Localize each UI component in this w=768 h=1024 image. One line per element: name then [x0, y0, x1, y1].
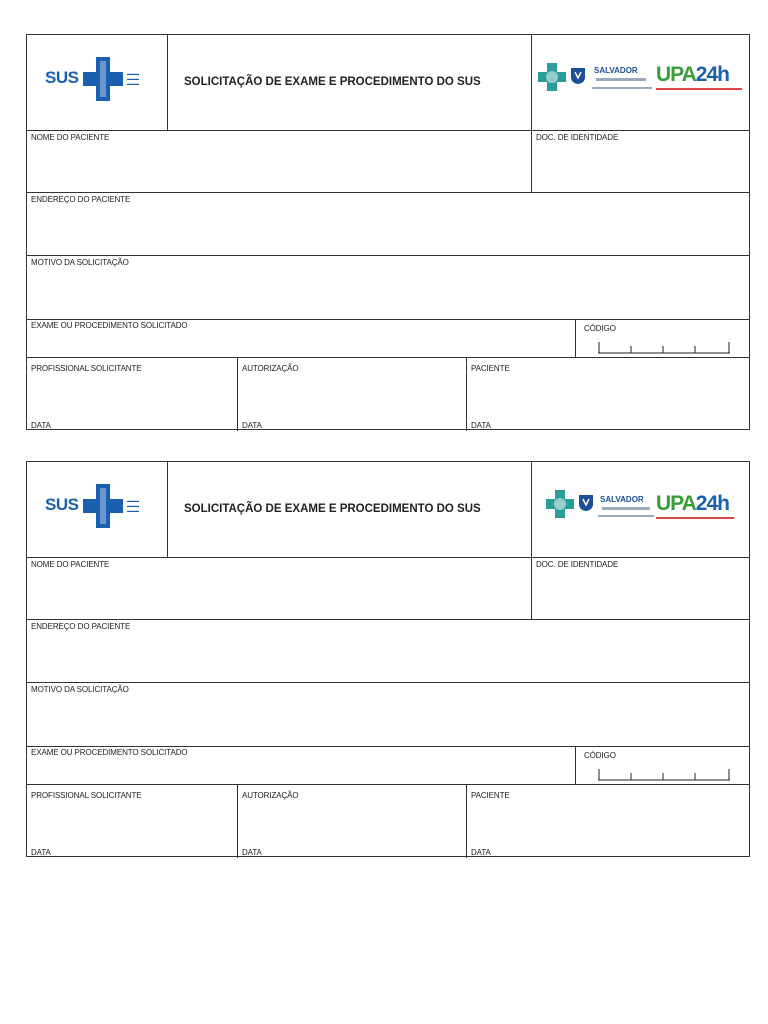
address-field[interactable]: [27, 192, 749, 255]
authorization-date-label: DATA: [242, 848, 262, 857]
upa-text: UPA: [656, 63, 696, 86]
address-label: ENDEREÇO DO PACIENTE: [31, 195, 131, 204]
exam-request-form-1: [26, 34, 750, 430]
sus-cross-icon: [83, 484, 123, 528]
id-doc-label: DOC. DE IDENTIDADE: [536, 560, 619, 569]
form-title: SOLICITAÇÃO DE EXAME E PROCEDIMENTO DO SUS: [184, 503, 481, 515]
row-exam: [27, 319, 749, 357]
salvador-subtext: [596, 78, 646, 81]
code-label: CÓDIGO: [584, 751, 616, 760]
salvador-subtext: [602, 507, 650, 510]
salvador-crest-icon: [578, 494, 594, 512]
row-patient: [27, 130, 749, 192]
row-exam: [27, 746, 749, 784]
health-emblem-icon: [546, 490, 574, 518]
professional-date-label: DATA: [31, 848, 51, 857]
professional-date-label: DATA: [31, 421, 51, 430]
form-header: [27, 462, 749, 557]
authorization-date-label: DATA: [242, 421, 262, 430]
upa-hours: 24h: [695, 63, 729, 86]
upa-hours: 24h: [695, 492, 729, 515]
exam-request-form-2: [26, 461, 750, 857]
patient-sign-field[interactable]: [466, 358, 751, 431]
professional-label: PROFISSIONAL SOLICITANTE: [31, 364, 142, 373]
code-field[interactable]: [575, 320, 751, 357]
patient-date-label: DATA: [471, 421, 491, 430]
row-signatures: [27, 784, 749, 858]
row-patient: [27, 557, 749, 619]
form-title: SOLICITAÇÃO DE EXAME E PROCEDIMENTO DO SUS: [184, 76, 481, 88]
upa-subtext: [656, 88, 742, 90]
form-header: [27, 35, 749, 130]
professional-field[interactable]: [27, 785, 237, 858]
patient-name-field[interactable]: [27, 558, 531, 619]
id-doc-label: DOC. DE IDENTIDADE: [536, 133, 619, 142]
patient-name-label: NOME DO PACIENTE: [31, 560, 110, 569]
title-cell: [167, 35, 531, 130]
salvador-text: SALVADOR: [600, 495, 644, 504]
exam-label: EXAME OU PROCEDIMENTO SOLICITADO: [31, 748, 188, 757]
authorization-label: AUTORIZAÇÃO: [242, 791, 299, 800]
id-doc-field[interactable]: [531, 558, 751, 619]
exam-field[interactable]: [27, 320, 575, 357]
sus-logo-text: SUS: [45, 68, 79, 87]
address-field[interactable]: [27, 619, 749, 682]
upa-logo: [656, 492, 729, 516]
code-digit-boxes: [598, 340, 730, 354]
code-field[interactable]: [575, 747, 751, 784]
sus-logo-caption: ▬▬▬ ▬▬▬ ▬▬▬: [127, 71, 139, 86]
patient-date-label: DATA: [471, 848, 491, 857]
sus-logo: [27, 35, 167, 130]
salvador-crest-icon: [570, 67, 586, 85]
patient-sign-label: PACIENTE: [471, 791, 510, 800]
reason-label: MOTIVO DA SOLICITAÇÃO: [31, 685, 129, 694]
patient-sign-field[interactable]: [466, 785, 751, 858]
professional-field[interactable]: [27, 358, 237, 431]
exam-field[interactable]: [27, 747, 575, 784]
patient-sign-label: PACIENTE: [471, 364, 510, 373]
reason-label: MOTIVO DA SOLICITAÇÃO: [31, 258, 129, 267]
upa-logo: [656, 63, 729, 87]
sus-cross-icon: [83, 57, 123, 101]
health-emblem-icon: [538, 63, 566, 91]
upa-text: UPA: [656, 492, 696, 515]
id-doc-field[interactable]: [531, 131, 751, 192]
reason-field[interactable]: [27, 255, 749, 319]
partner-logos: [531, 462, 751, 557]
salvador-text: SALVADOR: [594, 66, 638, 75]
reason-field[interactable]: [27, 682, 749, 746]
exam-label: EXAME OU PROCEDIMENTO SOLICITADO: [31, 321, 188, 330]
salvador-subtext-2: [592, 87, 652, 89]
row-signatures: [27, 357, 749, 431]
code-digit-boxes: [598, 767, 730, 781]
patient-name-field[interactable]: [27, 131, 531, 192]
sus-logo-caption: ▬▬▬ ▬▬▬ ▬▬▬: [127, 498, 139, 513]
patient-name-label: NOME DO PACIENTE: [31, 133, 110, 142]
authorization-field[interactable]: [237, 358, 466, 431]
address-label: ENDEREÇO DO PACIENTE: [31, 622, 131, 631]
upa-subtext: [656, 517, 734, 519]
sus-logo-text: SUS: [45, 495, 79, 514]
authorization-label: AUTORIZAÇÃO: [242, 364, 299, 373]
salvador-subtext-2: [598, 515, 654, 517]
code-label: CÓDIGO: [584, 324, 616, 333]
authorization-field[interactable]: [237, 785, 466, 858]
sus-logo: [27, 462, 167, 557]
partner-logos: [531, 35, 751, 130]
title-cell: [167, 462, 531, 557]
professional-label: PROFISSIONAL SOLICITANTE: [31, 791, 142, 800]
